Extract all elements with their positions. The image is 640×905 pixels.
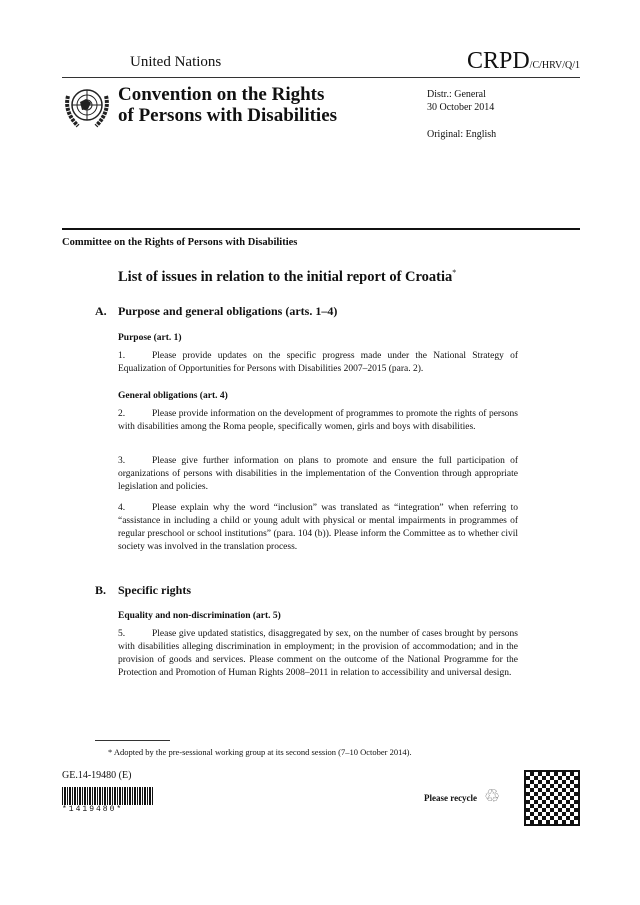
title-text: List of issues in relation to the initial report of Croatia: [118, 268, 453, 285]
para-text: Please give further information on plans to promote and ensure the full participation of organizations of persons with disabilities in the implementation of the Convention through appropriate legislation and policies.: [118, 456, 518, 492]
para-number: 2.: [118, 409, 126, 419]
treaty-body-title: [118, 84, 337, 126]
para-text: Please give updated statistics, disaggregated by sex, on the number of cases brought by persons with disabilities alleging discrimination in employment; in the provision of accommodation; and in the provision of goods and services. Please comment on the outcome of the National Programme for the Protection and Promotion of Human Rights 2008–2011 in relation to accessibility and universal design.: [118, 629, 518, 678]
document-symbol: [467, 48, 580, 75]
para-text: Please provide updates on the specific progress made under the National Strategy of Equalization of Opportunities for Persons with Disabilities 2007–2015 (para. 2).: [118, 351, 518, 374]
paragraph: [118, 628, 518, 680]
footnote-mark: *: [452, 268, 457, 277]
footnote-rule: [95, 740, 170, 741]
paragraph: [118, 502, 518, 554]
section-heading-b: [95, 583, 191, 598]
para-number: 4.: [118, 503, 126, 513]
document-title: [118, 268, 456, 286]
barcode: [62, 787, 154, 805]
header-rule: [62, 77, 580, 78]
recycle-text: Please recycle: [424, 793, 478, 803]
subheading: General obligations (art. 4): [118, 391, 228, 401]
para-number: 1.: [118, 351, 126, 361]
subheading: Equality and non-discrimination (art. 5): [118, 611, 281, 621]
section-title: Purpose and general obligations (arts. 1–4): [118, 304, 338, 318]
para-text: Please provide information on the development of programmes to promote the rights of persons with disabilities among the Roma people, specifically women, girls and boys with disabilities.: [118, 409, 518, 432]
title-line-2: of Persons with Disabilities: [118, 105, 338, 126]
subheading: Purpose (art. 1): [118, 333, 182, 343]
distr: Distr.: General: [427, 89, 486, 100]
original-language: Original: English: [427, 129, 497, 140]
footnote: * Adopted by the pre-sessional working group at its second session (7–10 October 2014).: [108, 747, 412, 757]
para-number: 5.: [118, 629, 126, 639]
thick-rule: [62, 228, 580, 230]
paragraph: [118, 350, 518, 376]
para-text: Please explain why the word “inclusion” was translated as “integration” when referring to “assistance in including a child or young adult with physical or mental impairments in programmes of regular preschool or school institutions” (para. 104 (b)). Please inform the Committee as to whether civil society was involved in the translation process.: [118, 503, 518, 552]
symbol-main: CRPD: [466, 48, 530, 74]
org-name: United Nations: [130, 54, 222, 70]
paragraph: [118, 408, 518, 434]
distribution-info: [427, 88, 494, 114]
section-heading-a: [95, 304, 338, 319]
un-emblem-icon: [62, 82, 112, 132]
date: 30 October 2014: [427, 102, 495, 113]
title-line-1: Convention on the Rights: [118, 84, 325, 105]
qr-code: [524, 770, 580, 826]
job-number: GE.14-19480 (E): [62, 770, 132, 781]
symbol-suffix: /C/HRV/Q/1: [529, 60, 580, 71]
committee-name: Committee on the Rights of Persons with Disabilities: [62, 237, 298, 248]
section-letter: A.: [95, 304, 107, 318]
barcode-text: *1419480*: [62, 805, 124, 814]
section-title: Specific rights: [118, 583, 191, 597]
paragraph: [118, 455, 518, 494]
para-number: 3.: [118, 456, 126, 466]
section-letter: B.: [95, 583, 107, 597]
recycle-icon: ♲: [484, 786, 501, 806]
